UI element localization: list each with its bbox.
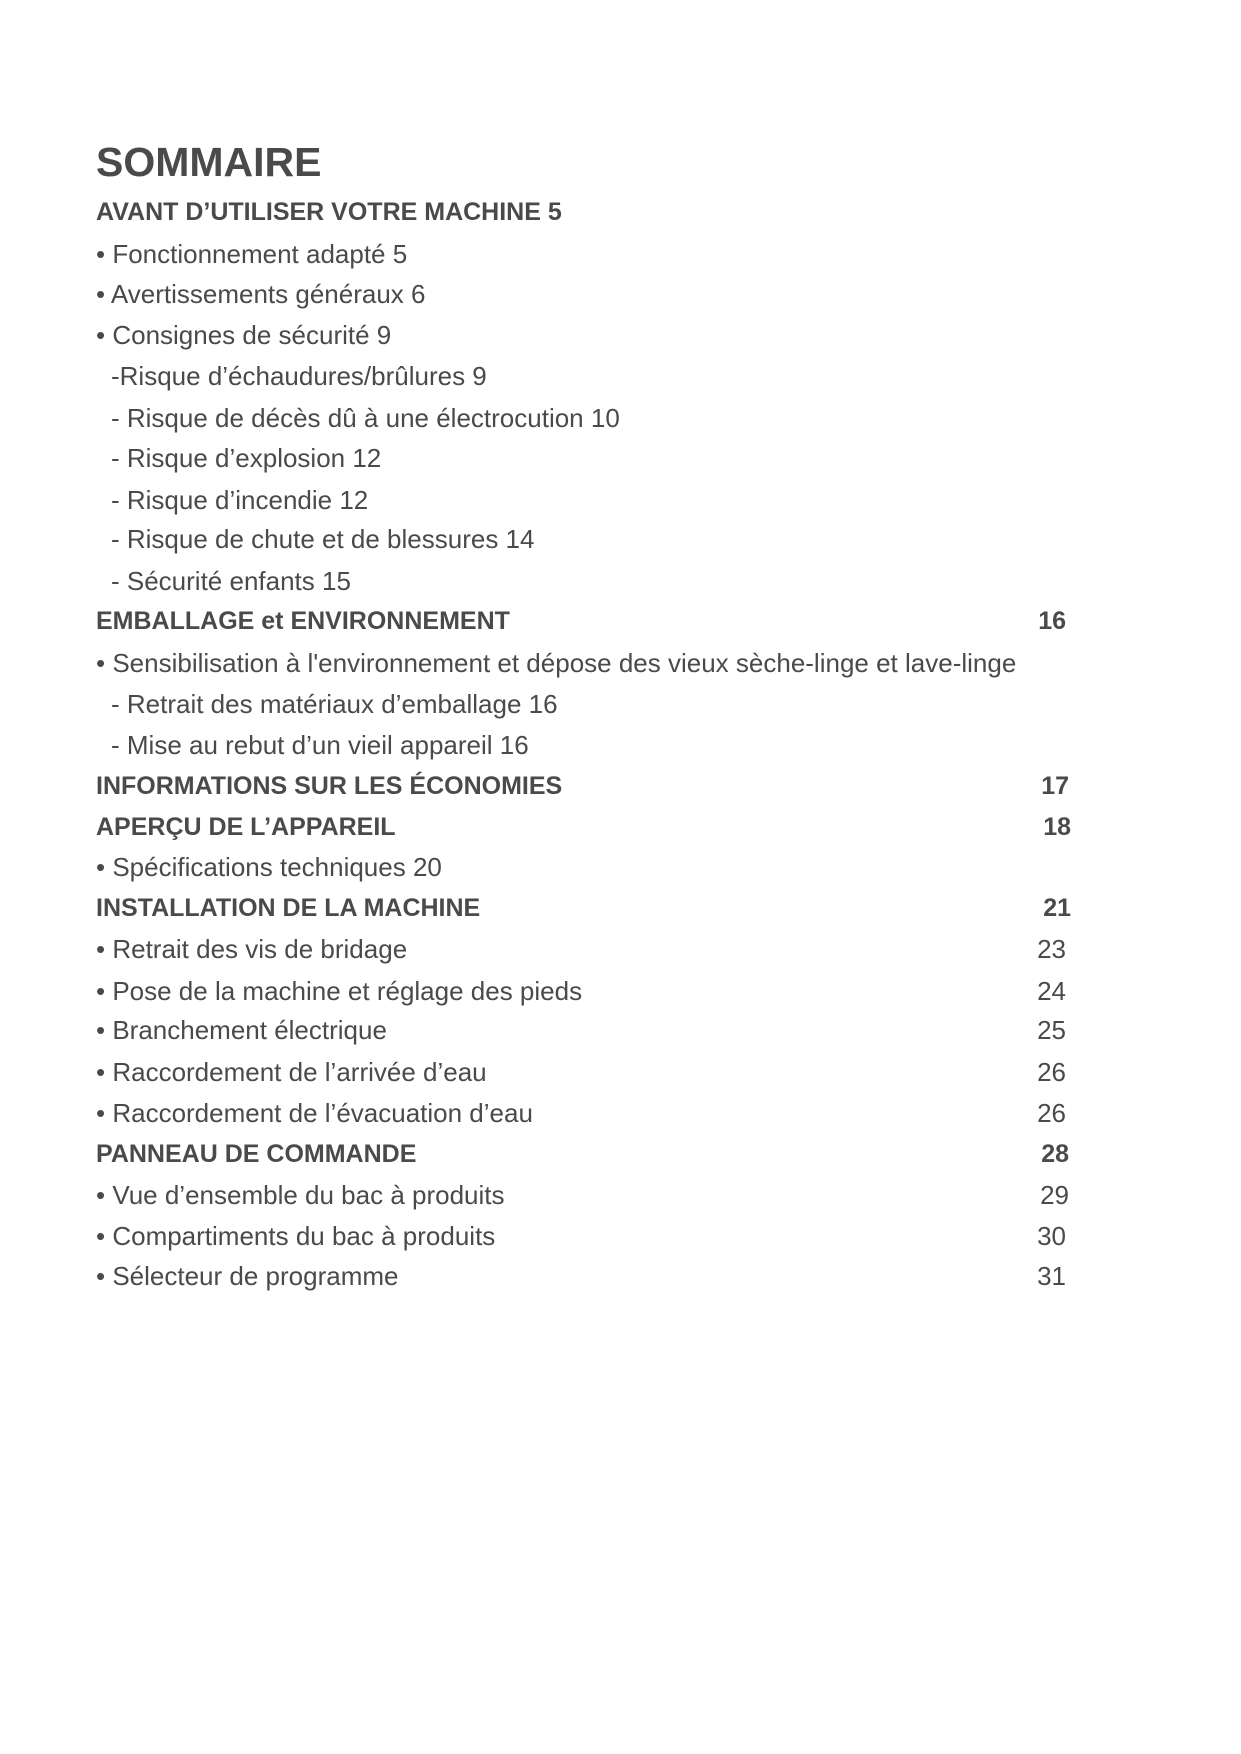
toc-page-arrivee-eau: 26: [1037, 1057, 1066, 1087]
toc-item-fonctionnement: • Fonctionnement adapté 5: [96, 239, 408, 269]
toc-item-compartiments: • Compartiments du bac à produits: [96, 1221, 496, 1251]
toc-subitem-securite-enfants: - Sécurité enfants 15: [111, 566, 351, 596]
toc-page-apercu: 18: [1043, 813, 1071, 841]
toc-item-pose-machine: • Pose de la machine et réglage des pieds: [96, 976, 583, 1006]
toc-page-installation: 21: [1043, 894, 1071, 922]
toc-page-vue-ensemble: 29: [1040, 1180, 1069, 1210]
toc-item-branchement: • Branchement électrique: [96, 1015, 387, 1045]
toc-heading-panneau: PANNEAU DE COMMANDE: [96, 1140, 417, 1168]
toc-page-vis-bridage: 23: [1037, 934, 1066, 964]
toc-item-evacuation-eau: • Raccordement de l’évacuation d’eau: [96, 1098, 533, 1128]
toc-page-branchement: 25: [1037, 1015, 1066, 1045]
toc-subitem-electrocution: - Risque de décès dû à une électrocution 10: [111, 403, 620, 433]
page-title: SOMMAIRE: [96, 139, 322, 185]
toc-page-compartiments: 30: [1037, 1221, 1066, 1251]
toc-item-consignes: • Consignes de sécurité 9: [96, 320, 392, 350]
toc-subitem-explosion: - Risque d’explosion 12: [111, 443, 382, 473]
toc-subitem-retrait-emballage: - Retrait des matériaux d’emballage 16: [111, 689, 558, 719]
toc-page-economies: 17: [1041, 772, 1069, 800]
toc-item-vue-ensemble: • Vue d’ensemble du bac à produits: [96, 1180, 505, 1210]
toc-page-pose-machine: 24: [1037, 976, 1066, 1006]
toc-item-arrivee-eau: • Raccordement de l’arrivée d’eau: [96, 1057, 487, 1087]
toc-item-specifications: • Spécifications techniques 20: [96, 852, 442, 882]
toc-page-emballage: 16: [1038, 607, 1066, 635]
toc-subitem-echaudures: -Risque d’échaudures/brûlures 9: [111, 361, 487, 391]
toc-heading-installation: INSTALLATION DE LA MACHINE: [96, 894, 481, 922]
toc-heading-economies: INFORMATIONS SUR LES ÉCONOMIES: [96, 772, 563, 800]
toc-subitem-incendie: - Risque d’incendie 12: [111, 485, 369, 515]
toc-item-avertissements: • Avertissements généraux 6: [96, 279, 426, 309]
toc-page-panneau: 28: [1041, 1140, 1069, 1168]
toc-item-vis-bridage: • Retrait des vis de bridage: [96, 934, 408, 964]
toc-item-selecteur: • Sélecteur de programme: [96, 1261, 399, 1291]
toc-heading-emballage: EMBALLAGE et ENVIRONNEMENT: [96, 607, 510, 635]
toc-item-sensibilisation: • Sensibilisation à l'environnement et dépose des vieux sèche-linge et lave-linge: [96, 648, 1017, 678]
toc-page-evacuation-eau: 26: [1037, 1098, 1066, 1128]
toc-page-selecteur: 31: [1037, 1261, 1066, 1291]
toc-subitem-mise-au-rebut: - Mise au rebut d’un vieil appareil 16: [111, 730, 529, 760]
toc-subitem-chute: - Risque de chute et de blessures 14: [111, 524, 535, 554]
toc-heading-apercu: APERÇU DE L’APPAREIL: [96, 813, 396, 841]
toc-heading-avant-utiliser: AVANT D’UTILISER VOTRE MACHINE 5: [96, 198, 562, 226]
